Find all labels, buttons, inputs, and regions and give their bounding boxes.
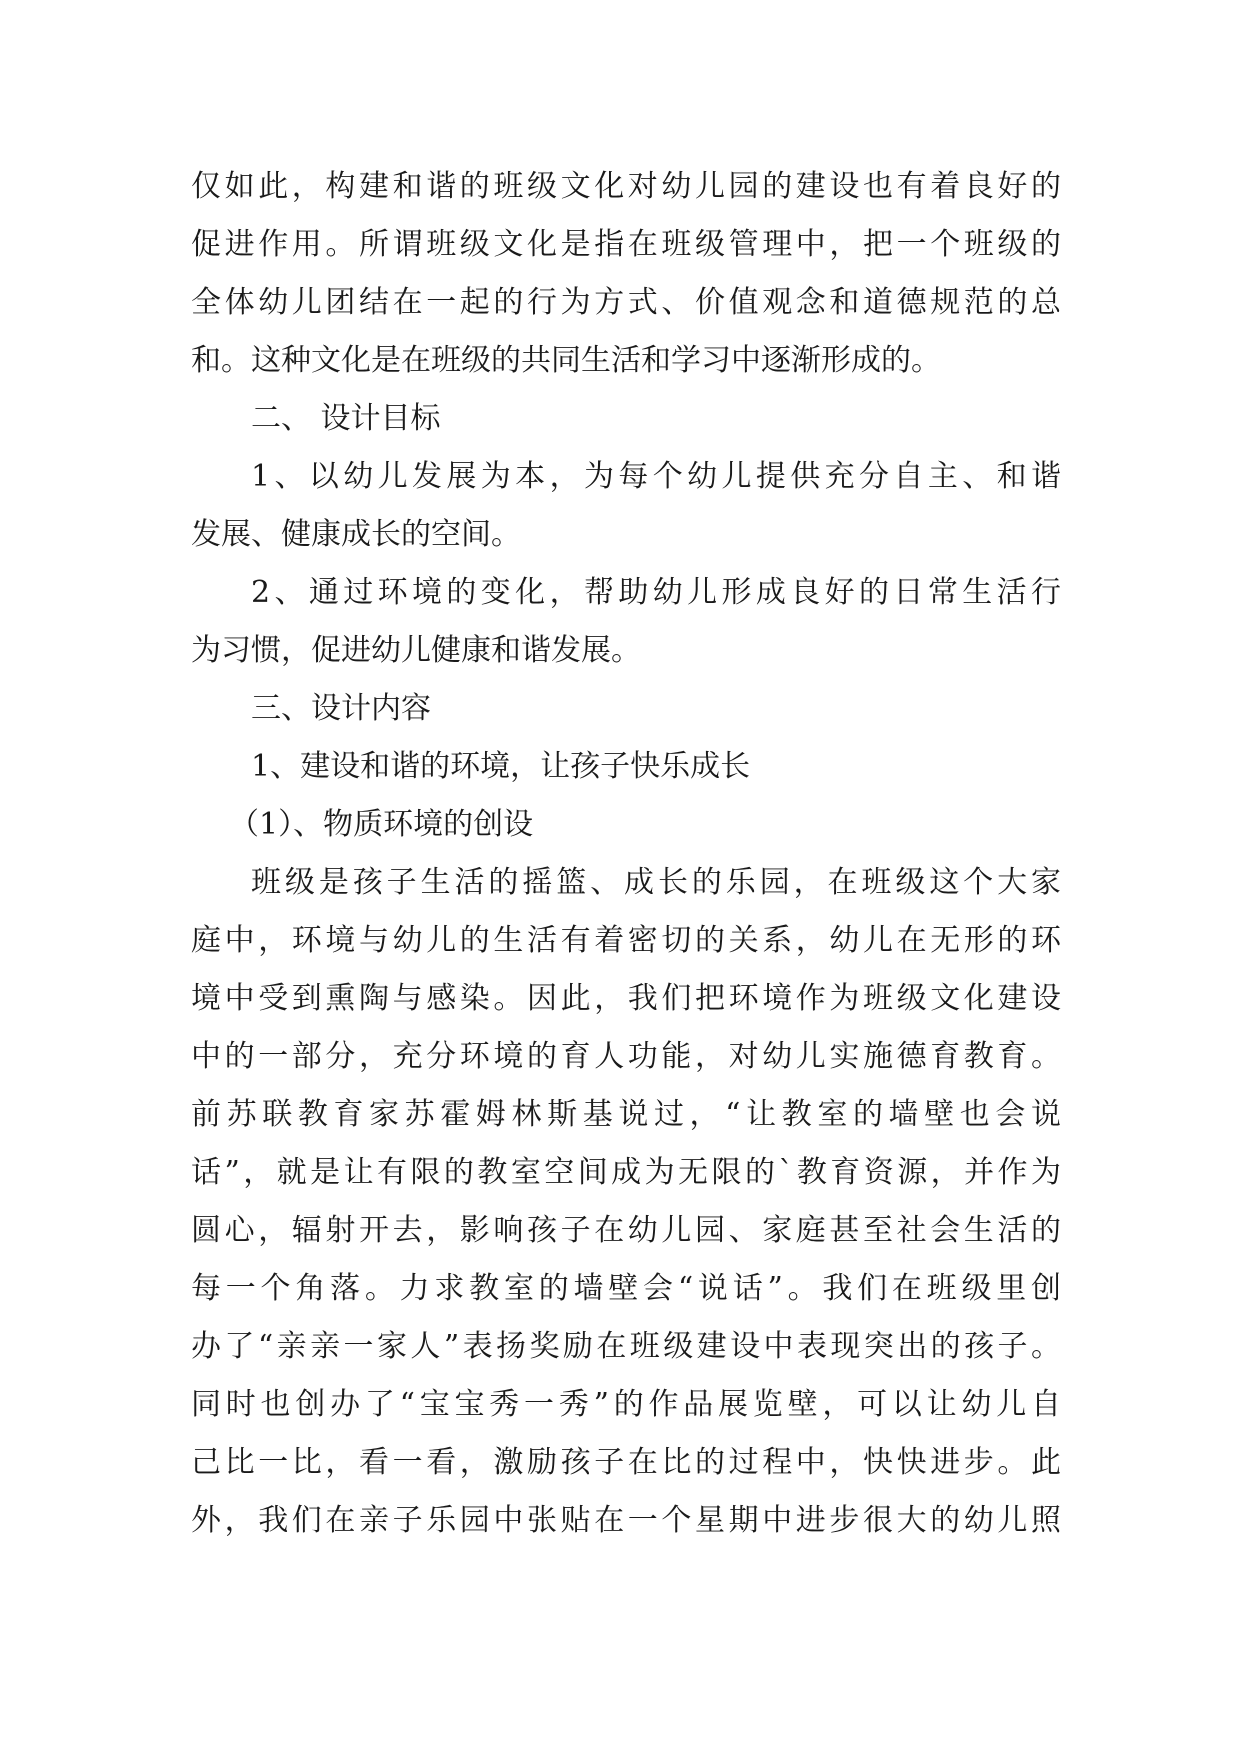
text-line: 外，我们在亲子乐园中张贴在一个星期中进步很大的幼儿照 — [191, 1503, 1061, 1538]
text-line: 庭中，环境与幼儿的生活有着密切的关系，幼儿在无形的环 — [191, 923, 1061, 958]
text-line: 仅如此，构建和谐的班级文化对幼儿园的建设也有着良好的 — [191, 169, 1061, 204]
text-line: 为习惯，促进幼儿健康和谐发展。 — [191, 633, 641, 668]
text-line: 1、以幼儿发展为本，为每个幼儿提供充分自主、和谐 — [251, 459, 1061, 494]
text-line: 境中受到熏陶与感染。因此，我们把环境作为班级文化建设 — [191, 981, 1061, 1016]
section-heading-design-content: 三、设计内容 — [251, 691, 431, 726]
text-line: 同时也创办了“宝宝秀一秀”的作品展览壁，可以让幼儿自 — [191, 1387, 1061, 1422]
subsubsection-heading: （1）、物质环境的创设 — [229, 807, 534, 842]
section-heading-design-goals: 二、 设计目标 — [251, 401, 441, 436]
text-line: 和。这种文化是在班级的共同生活和学习中逐渐形成的。 — [191, 343, 941, 378]
text-line: 发展、健康成长的空间。 — [191, 517, 521, 552]
text-line: 中的一部分，充分环境的育人功能，对幼儿实施德育教育。 — [191, 1039, 1061, 1074]
text-line: 话”，就是让有限的教室空间成为无限的`教育资源，并作为 — [191, 1155, 1061, 1190]
text-line: 2、通过环境的变化，帮助幼儿形成良好的日常生活行 — [251, 575, 1061, 610]
text-line: 每一个角落。力求教室的墙壁会“说话”。我们在班级里创 — [191, 1271, 1061, 1306]
text-line: 促进作用。所谓班级文化是指在班级管理中，把一个班级的 — [191, 227, 1061, 262]
text-line: 全体幼儿团结在一起的行为方式、价值观念和道德规范的总 — [191, 285, 1061, 320]
text-line: 己比一比，看一看，激励孩子在比的过程中，快快进步。此 — [191, 1445, 1061, 1480]
text-line: 圆心，辐射开去，影响孩子在幼儿园、家庭甚至社会生活的 — [191, 1213, 1061, 1248]
body-text — [191, 158, 1061, 1550]
text-line: 班级是孩子生活的摇篮、成长的乐园，在班级这个大家 — [251, 865, 1061, 900]
subsection-heading: 1、建设和谐的环境，让孩子快乐成长 — [251, 749, 751, 784]
text-line: 前苏联教育家苏霍姆林斯基说过，“让教室的墙壁也会说 — [191, 1097, 1061, 1132]
text-line: 办了“亲亲一家人”表扬奖励在班级建设中表现突出的孩子。 — [191, 1329, 1061, 1364]
